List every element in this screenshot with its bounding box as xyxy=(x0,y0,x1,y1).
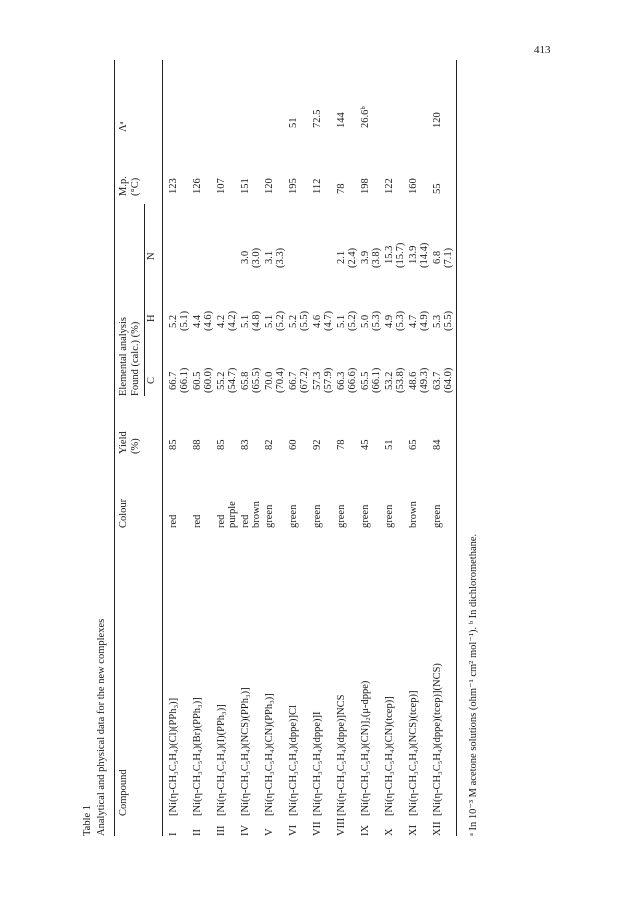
n-found: 2.1 xyxy=(336,250,347,264)
c-found: 48.6 xyxy=(408,371,419,390)
h-found: 4.2 xyxy=(216,314,227,328)
mp-value: 55 xyxy=(432,183,443,194)
lambda-value: 120 xyxy=(432,112,443,128)
c-found: 57.3 xyxy=(312,371,323,390)
h-found: 5.1 xyxy=(240,314,251,328)
header-colour: Colour xyxy=(118,498,129,528)
header-yield: Yield xyxy=(118,431,129,454)
lambda-value: 72.5 xyxy=(312,109,323,128)
colour-value: red xyxy=(240,514,251,528)
table-caption xyxy=(82,60,110,836)
row-number: IV xyxy=(240,824,251,836)
c-found: 66.3 xyxy=(336,371,347,390)
mp-value: 122 xyxy=(384,178,395,194)
top-rule xyxy=(114,60,115,836)
c-found: 60.5 xyxy=(192,371,203,390)
n-calc: (7.1) xyxy=(443,247,454,268)
table-label: Table 1 xyxy=(82,804,93,836)
mp-value: 160 xyxy=(408,178,419,194)
mp-value: 151 xyxy=(240,178,251,194)
h-calc: (4.8) xyxy=(251,310,262,331)
page-number: 413 xyxy=(534,44,551,56)
header-lambda: Λᵃ xyxy=(118,121,129,132)
mp-value: 107 xyxy=(216,178,227,194)
h-calc: (5.3) xyxy=(371,310,382,331)
colour-value-2: purple xyxy=(227,501,238,528)
colour-value-2: brown xyxy=(251,501,262,528)
header-h: H xyxy=(146,314,157,322)
n-found: 3.9 xyxy=(360,250,371,264)
n-calc: (14.4) xyxy=(419,242,430,268)
yield-value: 45 xyxy=(360,439,371,450)
mp-value: 123 xyxy=(168,178,179,194)
row-number: VII xyxy=(312,821,323,836)
lambda-value: 144 xyxy=(336,112,347,128)
row-number: X xyxy=(384,828,395,836)
colour-value: green xyxy=(360,504,371,528)
yield-value: 51 xyxy=(384,439,395,450)
n-calc: (2.4) xyxy=(347,247,358,268)
row-number: III xyxy=(216,825,227,836)
header-yield-unit: (%) xyxy=(130,438,141,454)
h-calc: (5.3) xyxy=(395,310,406,331)
h-calc: (5.5) xyxy=(299,310,310,331)
c-found: 66.7 xyxy=(288,371,299,390)
h-found: 4.4 xyxy=(192,314,203,328)
c-calc: (49.3) xyxy=(419,367,430,393)
h-calc: (5.2) xyxy=(275,310,286,331)
c-calc: (65.5) xyxy=(251,367,262,393)
c-found: 66.7 xyxy=(168,371,179,390)
row-number: XII xyxy=(432,821,443,836)
n-found: 3.0 xyxy=(240,250,251,264)
header-rule xyxy=(162,60,163,836)
bottom-rule xyxy=(456,60,457,836)
compound-formula: [Ni(η-CH₃C₅H₄)(CN)(PPh₃)] xyxy=(264,693,275,816)
yield-value: 92 xyxy=(312,439,323,450)
compound-formula: [Ni(η-CH₃C₅H₄)(CN)]₂(μ-dppe) xyxy=(360,680,371,816)
row-number: VIII xyxy=(336,817,347,836)
row-number: VI xyxy=(288,824,299,836)
h-calc: (4.7) xyxy=(323,310,334,331)
yield-value: 83 xyxy=(240,439,251,450)
c-found: 65.8 xyxy=(240,371,251,390)
table-title: Analytical and physical data for the new complexes xyxy=(96,618,107,836)
c-calc: (64.0) xyxy=(443,367,454,393)
h-found: 5.0 xyxy=(360,314,371,328)
header-mp: M.p. xyxy=(118,176,129,196)
header-analysis: Elemental analysis xyxy=(118,316,129,396)
h-found: 4.7 xyxy=(408,314,419,328)
h-calc: (4.9) xyxy=(419,310,430,331)
row-number: IX xyxy=(360,824,371,836)
h-calc: (5.2) xyxy=(347,310,358,331)
h-found: 5.1 xyxy=(264,314,275,328)
c-calc: (66.1) xyxy=(371,367,382,393)
header-compound: Compound xyxy=(118,769,129,816)
c-calc: (57.9) xyxy=(323,367,334,393)
header-mp-unit: (°C) xyxy=(130,177,141,196)
c-found: 53.2 xyxy=(384,371,395,390)
c-found: 70.0 xyxy=(264,371,275,390)
n-calc: (3.8) xyxy=(371,247,382,268)
compound-formula: [Ni(η-CH₃C₅H₄)(I)(PPh₃)] xyxy=(216,704,227,816)
colour-value: green xyxy=(288,504,299,528)
row-number: XI xyxy=(408,824,419,836)
c-calc: (54.7) xyxy=(227,367,238,393)
compound-formula: [Ni(η-CH₃C₅H₄)(Br)(PPh₃)] xyxy=(192,697,203,816)
c-calc: (53.8) xyxy=(395,367,406,393)
h-found: 5.1 xyxy=(336,314,347,328)
h-calc: (4.6) xyxy=(203,310,214,331)
compound-formula: [Ni(η-CH₃C₅H₄)(NCS)(PPh₃)] xyxy=(240,687,251,816)
h-found: 5.2 xyxy=(168,314,179,328)
n-found: 13.9 xyxy=(408,245,419,264)
colour-value: green xyxy=(384,504,395,528)
colour-value: red xyxy=(168,514,179,528)
n-found: 15.3 xyxy=(384,245,395,264)
yield-value: 85 xyxy=(216,439,227,450)
table-footnote: ᵃ In 10⁻³ M acetone solutions (ohm⁻¹ cm² mol⁻¹). ᵇ In dichloromethane. xyxy=(468,533,479,836)
colour-value: green xyxy=(336,504,347,528)
h-found: 5.2 xyxy=(288,314,299,328)
yield-value: 65 xyxy=(408,439,419,450)
n-calc: (3.3) xyxy=(275,247,286,268)
row-number: II xyxy=(192,829,203,836)
row-number: V xyxy=(264,828,275,836)
compound-formula: [Ni(η-CH₃C₅H₄)(dppe)(tcep)](NCS) xyxy=(432,663,443,816)
n-found: 6.8 xyxy=(432,250,443,264)
h-found: 5.3 xyxy=(432,314,443,328)
mp-value: 112 xyxy=(312,178,323,194)
n-calc: (15.7) xyxy=(395,242,406,268)
yield-value: 84 xyxy=(432,439,443,450)
rotated-table xyxy=(82,60,512,836)
c-found: 65.5 xyxy=(360,371,371,390)
compound-formula: [Ni(η-CH₃C₅H₄)(dppe)]Cl xyxy=(288,705,299,816)
compound-formula: [Ni(η-CH₃C₅H₄)(dppe)]NCS xyxy=(336,694,347,816)
c-found: 55.2 xyxy=(216,371,227,390)
colour-value: green xyxy=(432,504,443,528)
yield-value: 85 xyxy=(168,439,179,450)
h-found: 4.6 xyxy=(312,314,323,328)
h-found: 4.9 xyxy=(384,314,395,328)
mp-value: 195 xyxy=(288,178,299,194)
colour-value: green xyxy=(264,504,275,528)
c-found: 63.7 xyxy=(432,371,443,390)
colour-value: green xyxy=(312,504,323,528)
yield-value: 82 xyxy=(264,439,275,450)
colour-value: red xyxy=(192,514,203,528)
c-calc: (67.2) xyxy=(299,367,310,393)
compound-formula: [Ni(η-CH₃C₅H₄)(NCS)(tcep)] xyxy=(408,690,419,816)
yield-value: 60 xyxy=(288,439,299,450)
compound-formula: [Ni(η-CH₃C₅H₄)(CN)(tcep)] xyxy=(384,696,395,816)
header-analysis-sub: Found (calc.) (%) xyxy=(130,321,141,396)
n-found: 3.1 xyxy=(264,250,275,264)
header-n: N xyxy=(146,252,157,260)
h-calc: (5.1) xyxy=(179,310,190,331)
yield-value: 78 xyxy=(336,439,347,450)
lambda-value: 26.6ᵇ xyxy=(360,106,371,128)
c-calc: (60.0) xyxy=(203,367,214,393)
mp-value: 78 xyxy=(336,183,347,194)
compound-formula: [Ni(η-CH₃C₅H₄)(dppe)]I xyxy=(312,711,323,816)
row-number: I xyxy=(168,832,179,836)
h-calc: (4.2) xyxy=(227,310,238,331)
colour-value: brown xyxy=(408,501,419,528)
h-calc: (5.5) xyxy=(443,310,454,331)
mp-value: 126 xyxy=(192,178,203,194)
c-calc: (66.1) xyxy=(179,367,190,393)
lambda-value: 51 xyxy=(288,117,299,128)
compound-formula: [Ni(η-CH₃C₅H₄)(Cl)(PPh₃)] xyxy=(168,697,179,816)
header-c: C xyxy=(146,376,157,384)
colour-value: red xyxy=(216,514,227,528)
analysis-subrule xyxy=(144,204,145,396)
c-calc: (66.6) xyxy=(347,367,358,393)
n-calc: (3.0) xyxy=(251,247,262,268)
c-calc: (70.4) xyxy=(275,367,286,393)
yield-value: 88 xyxy=(192,439,203,450)
mp-value: 198 xyxy=(360,178,371,194)
mp-value: 120 xyxy=(264,178,275,194)
